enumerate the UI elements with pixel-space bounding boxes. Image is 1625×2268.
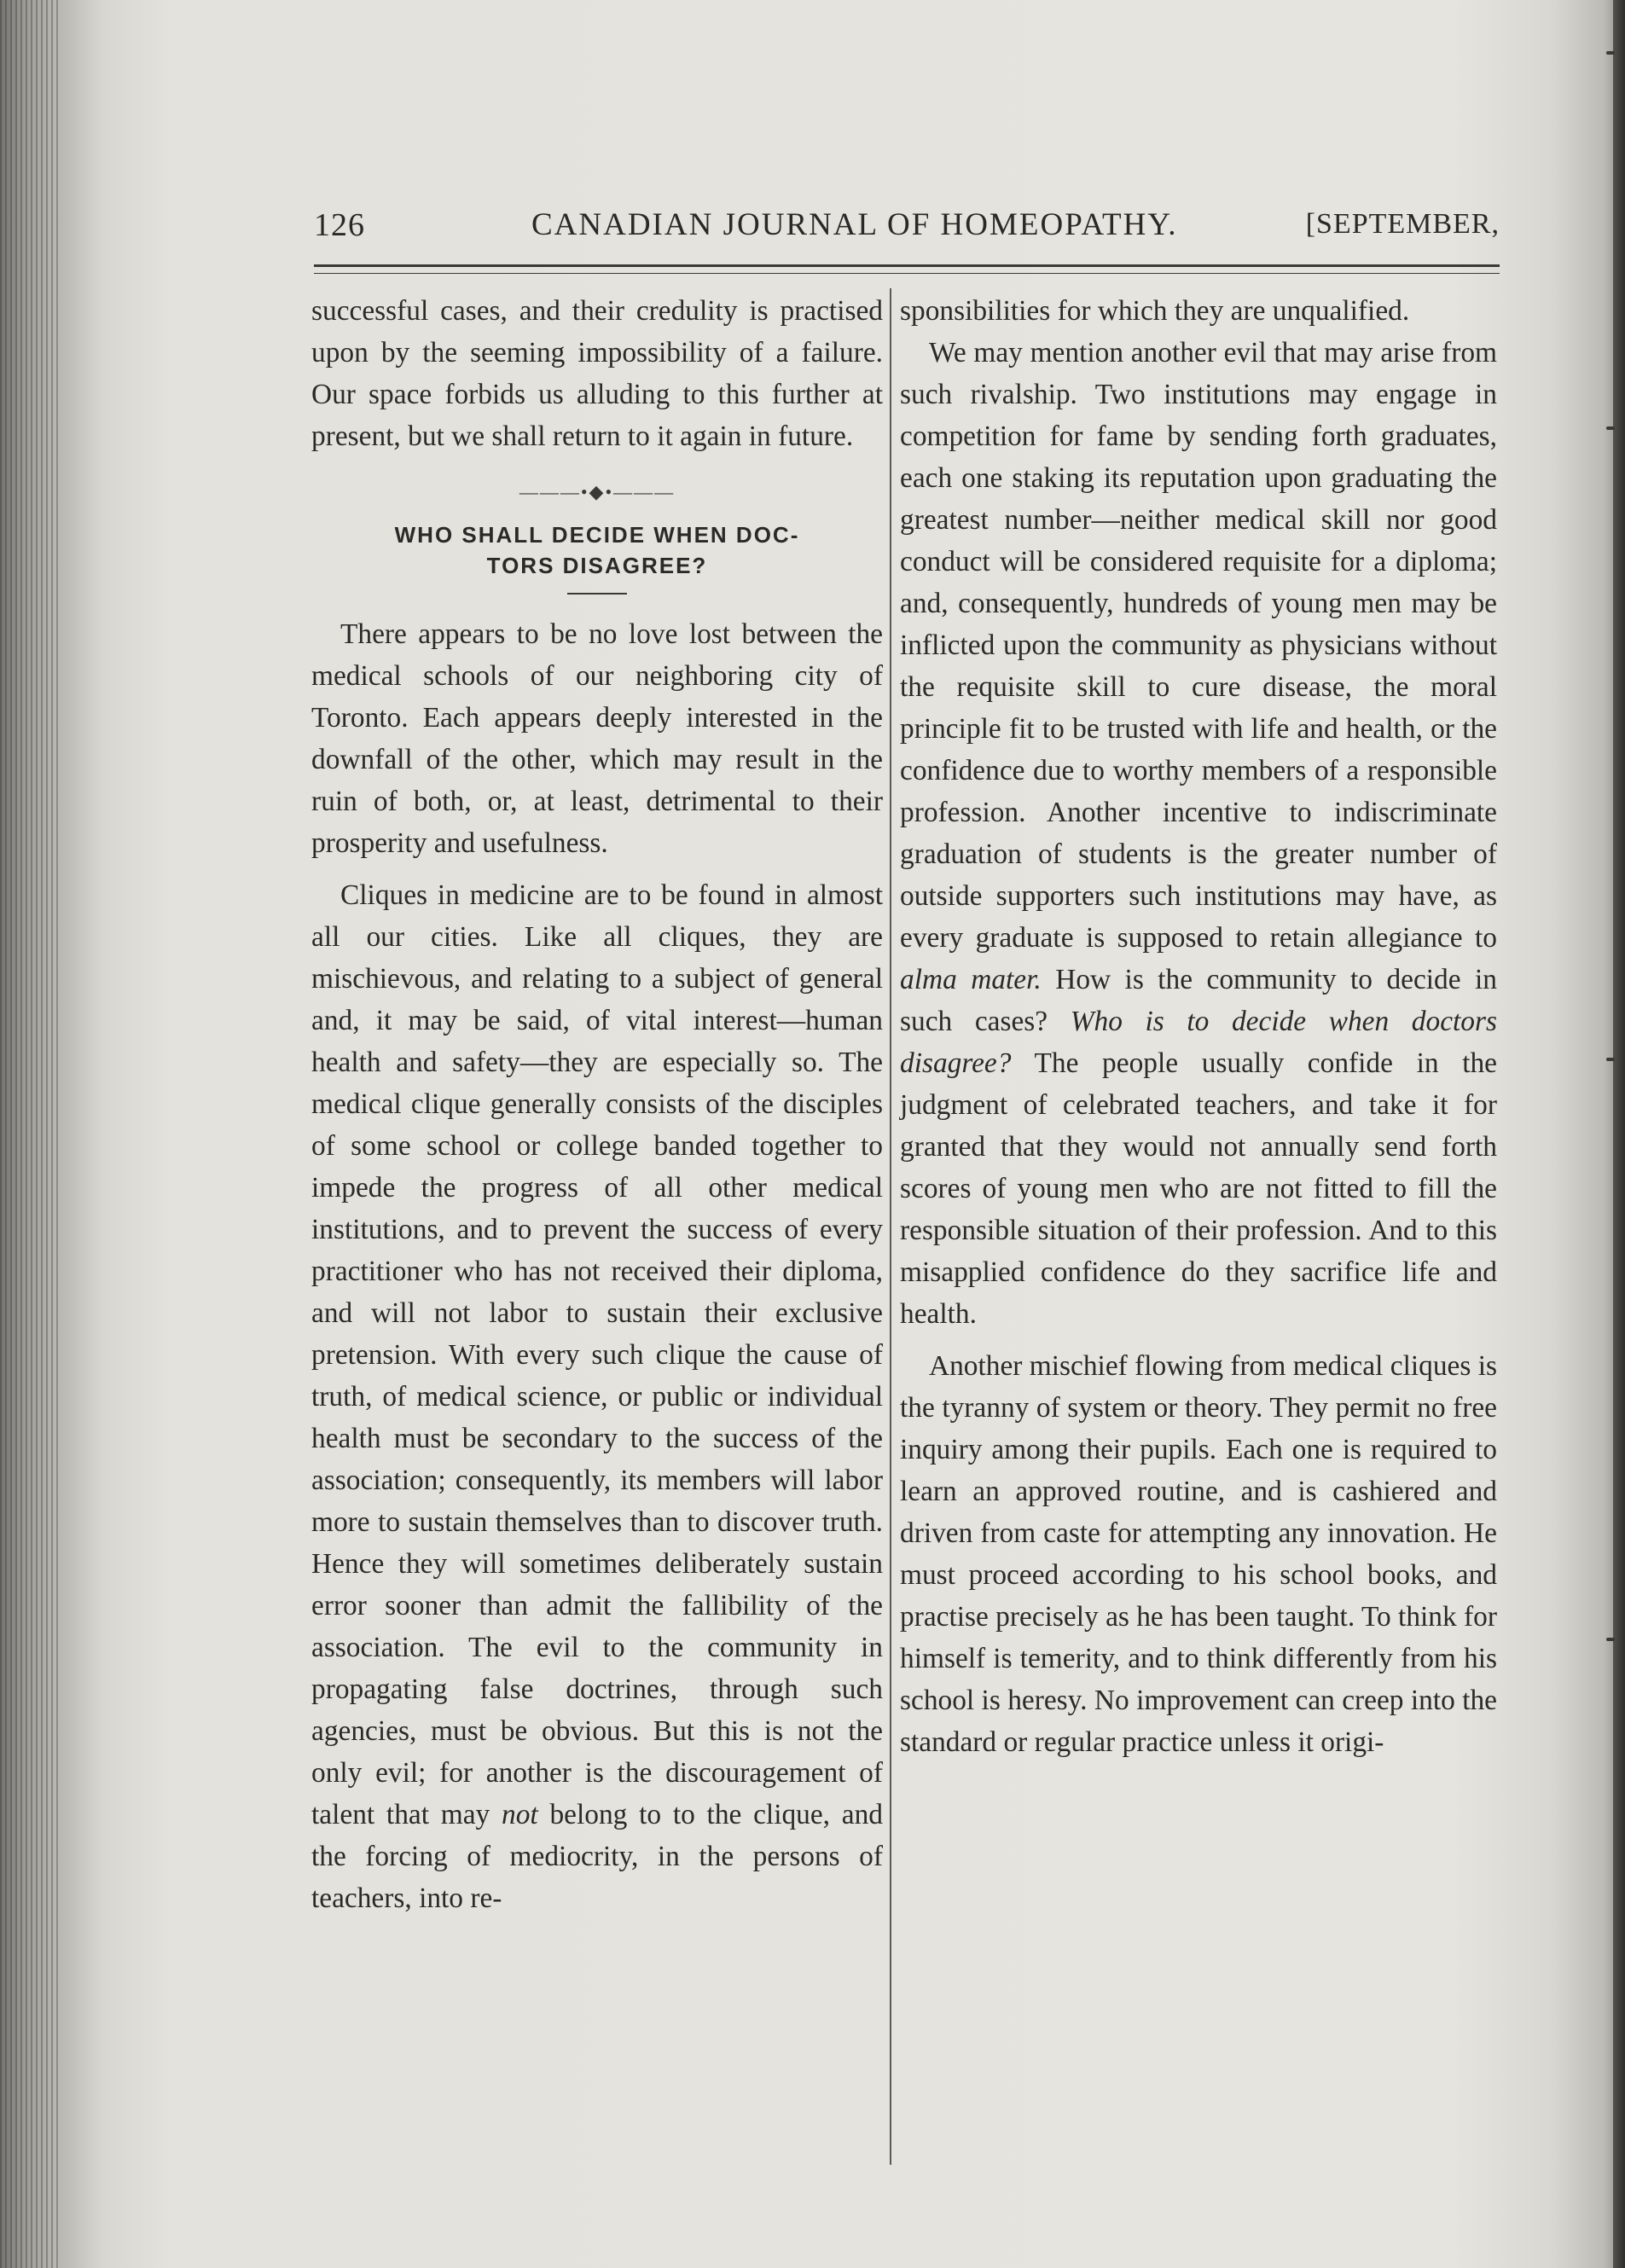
paragraph-text: Cliques in medicine are to be found in almost all our cities. Like all cliques, they are mischievous, and relating to a subject of general and, it may be said, of vital interest—human health and safety—they are especially so. The medical clique generally consists of the disciples of some school or college banded together to impede the progress of all other medical institutions, and to prevent the success of every practitioner who has not received their diploma, and will not labor to sustain their exclusive pretension. With every such clique the cause of truth, of medical science, or public or individual health must be secondary to the success of the association; consequently, its members will labor more to sustain themselves than to discover truth. Hence they will sometimes deliberately sustain error sooner than admit the fallibility of the association. The evil to the community in propagating false doctrines, through such agencies, must be obvious. But this is not the only evil; for another is the discouragement of talent that may	[311, 879, 883, 1830]
article-paragraph: There appears to be no love lost between the medical schools of our neighboring city of Toronto. Each appears deeply interested in the downfall of the other, which may result in the ruin of both, or, at least, detrimental to their prosperity and usefulness.	[311, 618, 883, 859]
article-heading-line1: WHO SHALL DECIDE WHEN DOC-	[394, 522, 800, 548]
paragraph-text: belong to to the clique, and the forcing of mediocrity, in the persons of teachers, into re-	[311, 1799, 883, 1914]
continued-paragraph: sponsibilities for which they are unqualified.	[900, 295, 1410, 327]
book-gutter-edge	[0, 0, 60, 2268]
margin-mark	[1606, 1638, 1615, 1641]
article-paragraph: Another mischief flowing from medical cliques is the tyranny of system or theory. They permit no free inquiry among their pupils. Each one is required to learn an approved routine, and is cashiered and driven from caste for attempting any innovation. He must proceed according to his school books, and practise precisely as he has been taught. To think for himself is temerity, and to think differently from his school is heresy. No improvement can creep into the standard or regular practice unless it origi-	[900, 1350, 1497, 1758]
paragraph-text: The people usually confide in the judgment of celebrated teachers, and take it for granted that they would not annually send forth scores of young men who are not fitted to fill the responsible situation of their profession. And to this misapplied confidence do they sacrifice life and health.	[900, 1047, 1497, 1330]
journal-title: CANADIAN JOURNAL OF HOMEOPATHY.	[531, 207, 1178, 242]
margin-mark	[1606, 426, 1615, 430]
article-heading-line2: TORS DISAGREE?	[486, 553, 708, 578]
italic-phrase: alma mater.	[900, 964, 1042, 995]
italic-word: not	[502, 1799, 538, 1830]
article-paragraph	[311, 874, 883, 1919]
heading-rule	[567, 593, 627, 595]
paragraph-text: We may mention another evil that may arise from such rivalship. Two institutions may engage in competition for fame by sending forth graduates, each one staking its reputation upon graduating the greatest number—neither medical skill nor good conduct will be considered requisite for a diploma; and, consequently, hundreds of young men may be inflicted upon the community as physicians without the requisite skill to cure disease, the moral principle fit to be trusted with life and health, or the confidence due to worthy members of a responsible profession. Another incentive to indiscriminate graduation of students is the greater number of outside supporters such institutions may have, as every graduate is supposed to retain allegiance to	[900, 337, 1497, 954]
header-rule-thick	[314, 264, 1500, 267]
right-column	[900, 290, 1497, 1763]
section-ornament: ———•◆•———	[519, 481, 676, 502]
italic-phrase: Who is to decide when doctors disagree?	[900, 1006, 1497, 1079]
margin-mark	[1606, 51, 1615, 55]
issue-month: [SEPTEMBER,	[1305, 208, 1500, 240]
column-divider	[890, 288, 891, 2165]
paragraph-text: How is the community to decide in such cases?	[900, 964, 1497, 1037]
page-number: 126	[314, 207, 365, 243]
margin-mark	[1606, 1058, 1615, 1061]
article-paragraph	[900, 332, 1497, 1335]
header-rule-thin	[314, 273, 1500, 274]
left-column	[311, 290, 883, 1919]
running-header	[314, 203, 1500, 254]
page-right-edge	[1613, 0, 1625, 2268]
continued-paragraph: successful cases, and their credulity is practised upon by the seeming impossibility of a failure. Our space forbids us alluding to this further at present, but we shall return to it again in future.	[311, 295, 883, 452]
